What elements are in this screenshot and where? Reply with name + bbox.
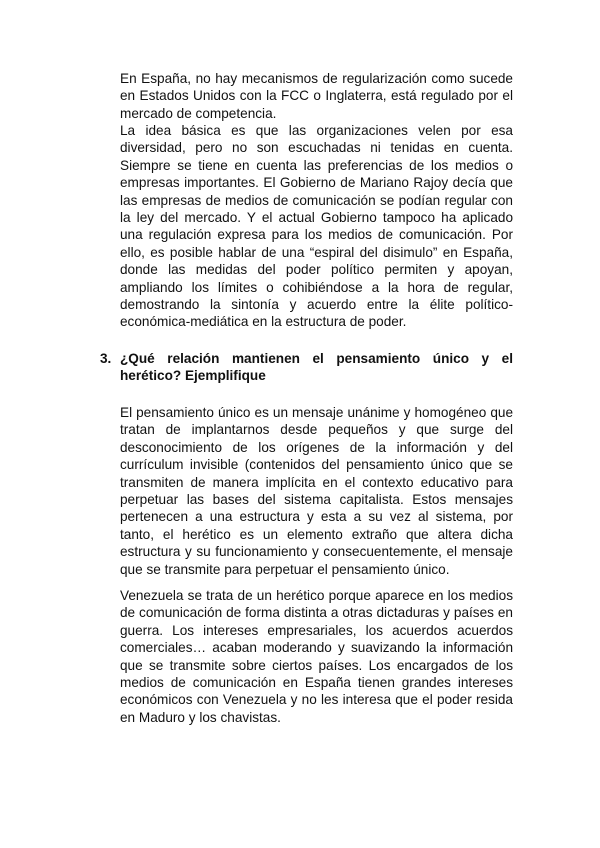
- question-heading: [100, 350, 513, 385]
- question-text-line1: ¿Qué relación mantienen el pensamiento único y el: [120, 351, 513, 366]
- paragraph-pensamiento-unico: El pensamiento único es un mensaje unánime y homogéneo que tratan de implantarnos desde pequeños y que surge del desconocimiento de los orígenes de la información y del currículum invisible (contenidos del pensamiento único que se transmiten de manera implícita en el contexto educativo para perpetuar las bases del sistema capitalista. Estos mensajes pertenecen a una estructura y esta a su vez al sistema, por tanto, el herético es un elemento extraño que altera dicha estructura y su funcionamiento y consecuentemente, el mensaje que se transmite para perpetuar el pensamiento único.: [120, 405, 513, 577]
- paragraph-venezuela-example: Venezuela se trata de un herético porque aparece en los medios de comunicación de forma distinta a otras dictaduras y países en guerra. Los intereses empresariales, los acuerdos acuerdos comerciales… acaban moderando y suavizando la información que se transmite sobre ciertos países. Los encargados de los medios de comunicación en España tienen grandes intereses económicos con Venezuela y no les interesa que el poder resida en Maduro y los chavistas.: [120, 588, 513, 725]
- paragraph-organizations-diversity: La idea básica es que las organizaciones velen por esa diversidad, pero no son escuchadas ni tenidas en cuenta. Siempre se tiene en cuenta las preferencias de los medios o empresas importantes. El Gobierno de Mariano Rajoy decía que las empresas de medios de comunicación se podían regular con la ley del mercado. Y el actual Gobierno tampoco ha aplicado una regulación expresa para los medios de comunicación. Por ello, es posible hablar de una “espiral del disimulo” en España, donde las medidas del poder político permiten y apoyan, ampliando los límites o cohibiéndose a la hora de regular, demostrando la sintonía y acuerdo entre la élite político-económica-mediática en la estructura de poder.: [120, 123, 513, 330]
- question-text-line2: herético? Ejemplifique: [120, 368, 266, 384]
- paragraph-regulation-spain: En España, no hay mecanismos de regularización como sucede en Estados Unidos con la FCC o Inglaterra, está regulado por el mercado de competencia.: [120, 71, 513, 121]
- question-number: 3.: [100, 351, 112, 366]
